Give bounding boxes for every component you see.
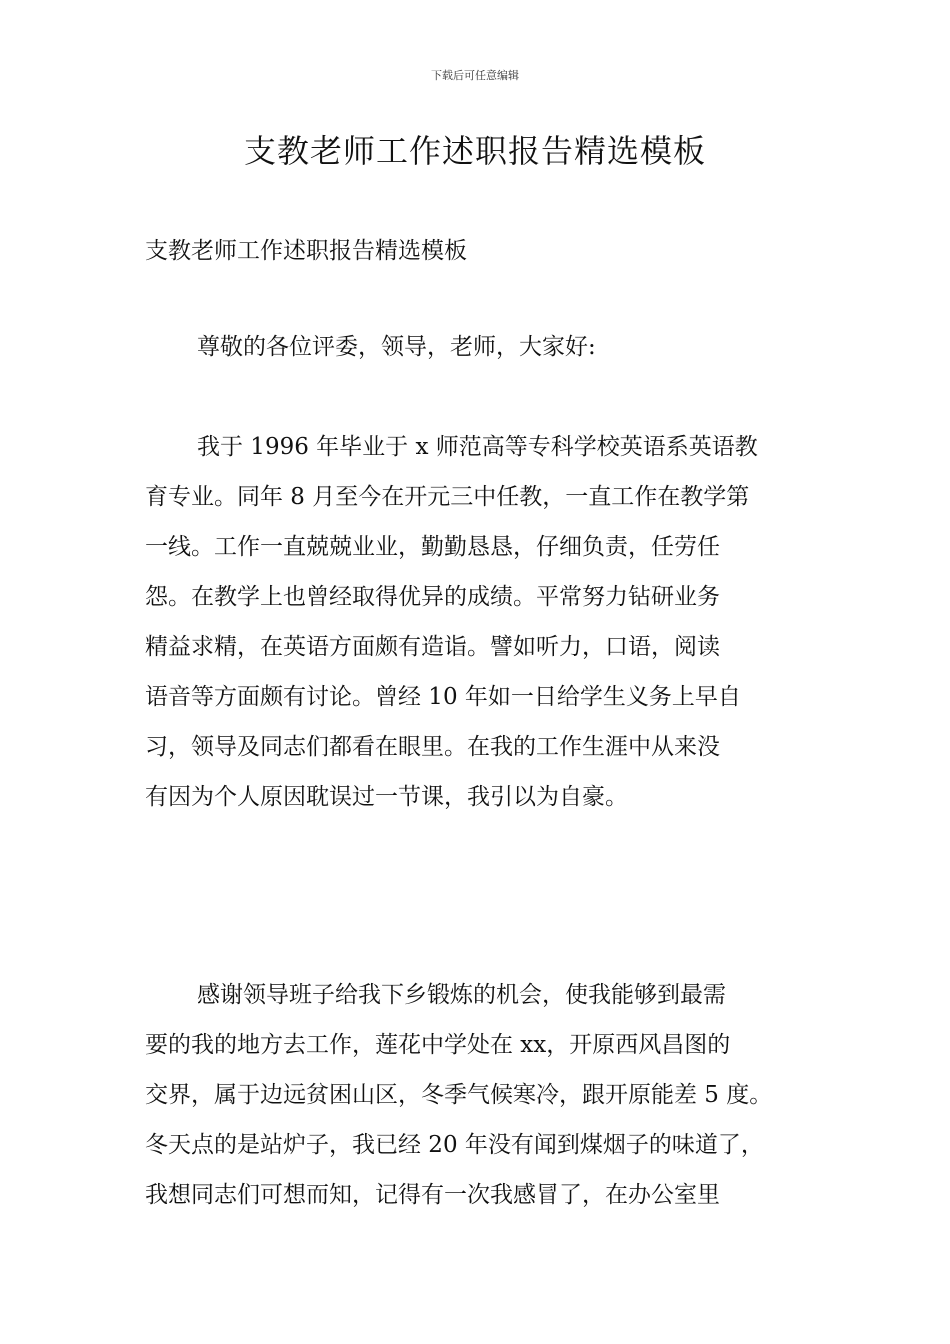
paragraph-line: 冬天点的是站炉子，我已经 20 年没有闻到煤烟子的味道了， xyxy=(145,1132,764,1158)
greeting-paragraph xyxy=(145,322,815,372)
document-subtitle: 支教老师工作述职报告精选模板 xyxy=(145,238,467,264)
document-title: 支教老师工作述职报告精选模板 xyxy=(243,132,706,170)
paragraph-line: 有因为个人原因耽误过一节课，我引以为自豪。 xyxy=(145,784,628,810)
paragraph-line: 交界，属于边远贫困山区，冬季气候寒冷，跟开原能差 5 度。 xyxy=(145,1082,773,1108)
paragraph-line: 我于 1996 年毕业于 x 师范高等专科学校英语系英语教 xyxy=(197,434,758,460)
paragraph-line: 一线。工作一直兢兢业业，勤勤恳恳，仔细负责，任劳任 xyxy=(145,534,720,560)
greeting-line: 尊敬的各位评委，领导，老师，大家好: xyxy=(197,334,596,360)
paragraph-line: 我想同志们可想而知，记得有一次我感冒了，在办公室里 xyxy=(145,1182,720,1208)
paragraph-line: 育专业。同年 8 月至今在开元三中任教，一直工作在教学第 xyxy=(145,484,750,510)
paragraph-line: 感谢领导班子给我下乡锻炼的机会，使我能够到最需 xyxy=(197,982,726,1008)
header-note: 下载后可任意编辑 xyxy=(431,69,519,82)
paragraph-line: 精益求精，在英语方面颇有造诣。譬如听力，口语，阅读 xyxy=(145,634,720,660)
body-paragraph-2 xyxy=(145,970,815,1220)
paragraph-line: 怨。在教学上也曾经取得优异的成绩。平常努力钻研业务 xyxy=(145,584,720,610)
paragraph-line: 语音等方面颇有讨论。曾经 10 年如一日给学生义务上早自 xyxy=(145,684,741,710)
body-paragraph-1 xyxy=(145,422,815,822)
paragraph-line: 要的我的地方去工作，莲花中学处在 xx，开原西风昌图的 xyxy=(145,1032,731,1058)
paragraph-line: 习，领导及同志们都看在眼里。在我的工作生涯中从来没 xyxy=(145,734,720,760)
